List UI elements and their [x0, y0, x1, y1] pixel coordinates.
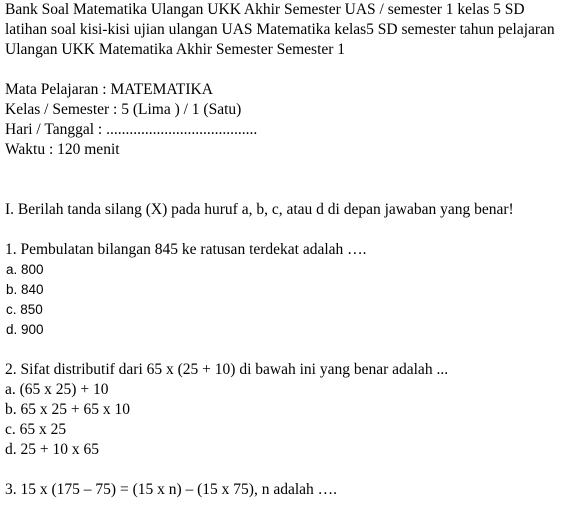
option-b: b. 840	[6, 282, 44, 297]
question-text: 2. Sifat distributif dari 65 x (25 + 10) di bawah ini yang benar adalah ...	[5, 361, 449, 378]
info-block	[5, 80, 563, 160]
subject-line: Mata Pelajaran : MATEMATIKA	[5, 81, 213, 98]
question-text: 3. 15 x (175 – 75) = (15 x n) – (15 x 75), n adalah ….	[5, 481, 338, 498]
spacer	[5, 60, 563, 80]
instruction-text: I. Berilah tanda silang (X) pada huruf a, b, c, atau d di depan jawaban yang benar!	[5, 201, 514, 218]
header-block	[5, 0, 563, 60]
time-line: Waktu : 120 menit	[5, 141, 120, 158]
question-3	[5, 480, 563, 500]
header-line-2: latihan soal kisi-kisi ujian ulangan UAS Matematika kelas5 SD semester tahun pelajaran	[5, 21, 555, 38]
option-a: a. 800	[6, 262, 44, 277]
option-b: b. 65 x 25 + 65 x 10	[5, 401, 130, 418]
option-d: d. 900	[6, 322, 44, 337]
option-d: d. 25 + 10 x 65	[5, 441, 99, 458]
class-semester-line: Kelas / Semester : 5 (Lima ) / 1 (Satu)	[5, 101, 242, 118]
question-2	[5, 360, 563, 460]
spacer	[5, 460, 563, 480]
question-text: 1. Pembulatan bilangan 845 ke ratusan terdekat adalah ….	[5, 241, 367, 258]
header-line-1: Bank Soal Matematika Ulangan UKK Akhir Semester UAS / semester 1 kelas 5 SD	[5, 1, 525, 18]
question-1	[5, 240, 563, 340]
spacer	[5, 160, 563, 200]
spacer	[5, 340, 563, 360]
option-c: c. 850	[6, 302, 43, 317]
spacer	[5, 220, 563, 240]
document-body	[5, 0, 563, 500]
option-a: a. (65 x 25) + 10	[5, 381, 109, 398]
date-line: Hari / Tanggal : .......................................	[5, 121, 258, 138]
header-line-3: Ulangan UKK Matematika Akhir Semester Semester 1	[5, 41, 346, 58]
option-c: c. 65 x 25	[5, 421, 67, 438]
